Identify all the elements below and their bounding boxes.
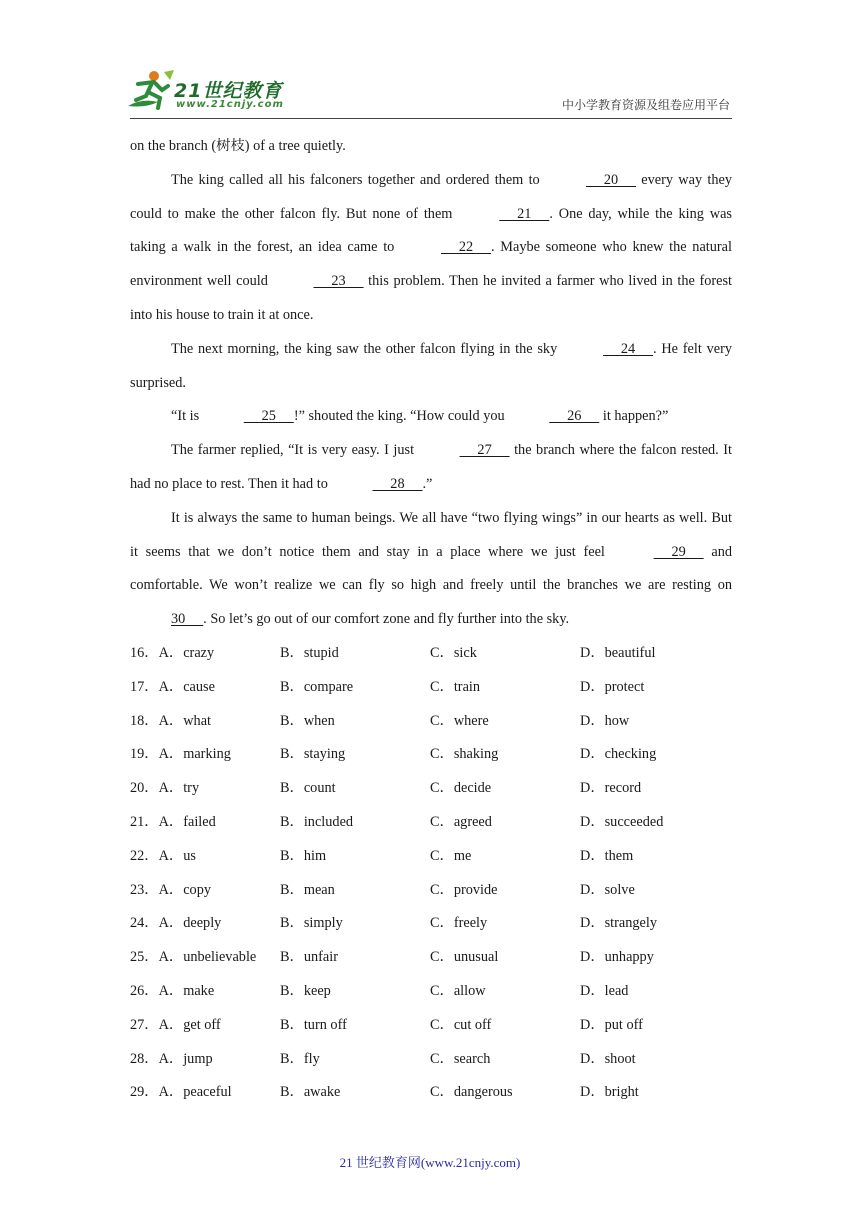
option-d[interactable]: D．record bbox=[580, 780, 642, 797]
passage-paragraph: The king called all his falconers together and ordered them to 20 every way they could to make the other falcon fly. But none of them 21 . One day, while the king was taking a walk in the forest, an idea came to 22 . Maybe someone who knew the natural environment well could 23 this problem. Then he invited a farmer who lived in the forest into his house to train it at once. bbox=[130, 164, 732, 333]
option-d[interactable]: D．how bbox=[580, 712, 630, 729]
option-c[interactable]: C．unusual bbox=[430, 949, 499, 966]
option-a[interactable]: 25．A．unbelievable bbox=[130, 949, 257, 966]
option-a[interactable]: 29．A．peaceful bbox=[130, 1084, 232, 1101]
option-a[interactable]: 23．A．copy bbox=[130, 881, 212, 898]
exam-content bbox=[130, 130, 732, 1110]
question-row bbox=[130, 738, 732, 772]
option-b[interactable]: B．count bbox=[280, 780, 336, 797]
option-b[interactable]: B．mean bbox=[280, 881, 335, 898]
option-d[interactable]: D．solve bbox=[580, 881, 635, 898]
option-d[interactable]: D．unhappy bbox=[580, 949, 654, 966]
option-b[interactable]: B．staying bbox=[280, 746, 346, 763]
option-b[interactable]: B．him bbox=[280, 847, 327, 864]
option-c[interactable]: C．sick bbox=[430, 644, 477, 661]
question-row bbox=[130, 772, 732, 806]
option-d[interactable]: D．lead bbox=[580, 982, 629, 999]
option-d[interactable]: D．shoot bbox=[580, 1050, 636, 1067]
option-b[interactable]: B．fly bbox=[280, 1050, 320, 1067]
question-row bbox=[130, 1043, 732, 1077]
passage-paragraph: “It is 25 !” shouted the king. “How could you 26 it happen?” bbox=[130, 400, 732, 434]
option-c[interactable]: C．provide bbox=[430, 881, 498, 898]
option-b[interactable]: B．compare bbox=[280, 678, 354, 695]
option-d[interactable]: D．bright bbox=[580, 1084, 639, 1101]
option-d[interactable]: D．protect bbox=[580, 678, 645, 695]
question-row bbox=[130, 637, 732, 671]
passage-paragraph: The farmer replied, “It is very easy. I just 27 the branch where the falcon rested. It had no place to rest. Then it had to 28 .” bbox=[130, 434, 732, 502]
option-b[interactable]: B．stupid bbox=[280, 644, 339, 661]
option-c[interactable]: C．freely bbox=[430, 915, 488, 932]
blank-number: 29 bbox=[653, 543, 704, 560]
runner-logo-icon bbox=[124, 68, 176, 114]
option-b[interactable]: B．keep bbox=[280, 982, 331, 999]
option-a[interactable]: 16．A．crazy bbox=[130, 644, 215, 661]
question-row bbox=[130, 874, 732, 908]
header-divider bbox=[130, 118, 732, 119]
blank-number: 26 bbox=[549, 408, 600, 425]
option-c[interactable]: C．cut off bbox=[430, 1016, 492, 1033]
option-a[interactable]: 27．A．get off bbox=[130, 1016, 221, 1033]
option-b[interactable]: B．awake bbox=[280, 1084, 341, 1101]
blank-number: 25 bbox=[243, 408, 294, 425]
logo-text: 21世纪教育 bbox=[174, 80, 283, 102]
question-row bbox=[130, 806, 732, 840]
logo-url: www.21cnjy.com bbox=[176, 99, 284, 110]
blank-number: 27 bbox=[459, 442, 510, 459]
option-c[interactable]: C．shaking bbox=[430, 746, 499, 763]
question-row bbox=[130, 1009, 732, 1043]
question-row bbox=[130, 1076, 732, 1110]
blank-number: 28 bbox=[372, 475, 423, 492]
option-a[interactable]: 28．A．jump bbox=[130, 1050, 213, 1067]
option-b[interactable]: B．included bbox=[280, 813, 354, 830]
option-a[interactable]: 24．A．deeply bbox=[130, 915, 222, 932]
option-c[interactable]: C．me bbox=[430, 847, 472, 864]
question-row bbox=[130, 941, 732, 975]
logo bbox=[124, 68, 294, 114]
blank-number: 30 bbox=[171, 611, 204, 628]
question-row bbox=[130, 975, 732, 1009]
option-a[interactable]: 19．A．marking bbox=[130, 746, 231, 763]
question-row bbox=[130, 671, 732, 705]
question-row bbox=[130, 907, 732, 941]
passage-paragraph: It is always the same to human beings. We all have “two flying wings” in our hearts as well. But it seems that we don’t notice them and stay in a place where we just feel 29 and comfortable. We won’t realize we can fly so high and freely until the branches we are resting on 30 . So let’s go out of our comfort zone and fly further into the sky. bbox=[130, 502, 732, 637]
option-d[interactable]: D．put off bbox=[580, 1016, 643, 1033]
option-b[interactable]: B．when bbox=[280, 712, 335, 729]
question-options bbox=[130, 637, 732, 1110]
blank-number: 23 bbox=[313, 273, 364, 290]
option-c[interactable]: C．where bbox=[430, 712, 489, 729]
option-c[interactable]: C．search bbox=[430, 1050, 491, 1067]
option-d[interactable]: D．checking bbox=[580, 746, 657, 763]
option-b[interactable]: B．simply bbox=[280, 915, 343, 932]
option-c[interactable]: C．allow bbox=[430, 982, 486, 999]
option-d[interactable]: D．them bbox=[580, 847, 634, 864]
option-a[interactable]: 18．A．what bbox=[130, 712, 212, 729]
option-a[interactable]: 22．A．us bbox=[130, 847, 196, 864]
option-d[interactable]: D．strangely bbox=[580, 915, 658, 932]
page-footer: 21 世纪教育网(www.21cnjy.com) bbox=[339, 1155, 521, 1170]
blank-number: 22 bbox=[441, 239, 492, 256]
passage-paragraph: The next morning, the king saw the other falcon flying in the sky 24 . He felt very surprised. bbox=[130, 333, 732, 401]
blank-number: 21 bbox=[499, 205, 550, 222]
option-b[interactable]: B．turn off bbox=[280, 1016, 347, 1033]
option-a[interactable]: 17．A．cause bbox=[130, 678, 215, 695]
cloze-passage bbox=[130, 130, 732, 637]
option-a[interactable]: 26．A．make bbox=[130, 982, 215, 999]
option-c[interactable]: C．decide bbox=[430, 780, 492, 797]
option-d[interactable]: D．succeeded bbox=[580, 813, 664, 830]
option-a[interactable]: 20．A．try bbox=[130, 780, 200, 797]
question-row bbox=[130, 840, 732, 874]
passage-paragraph: on the branch (树枝) of a tree quietly. bbox=[130, 138, 346, 154]
option-c[interactable]: C．agreed bbox=[430, 813, 492, 830]
option-d[interactable]: D．beautiful bbox=[580, 644, 656, 661]
platform-name: 中小学教育资源及组卷应用平台 bbox=[561, 98, 730, 112]
blank-number: 24 bbox=[602, 340, 654, 357]
option-c[interactable]: C．train bbox=[430, 678, 481, 695]
page-header bbox=[0, 0, 860, 125]
option-a[interactable]: 21．A．failed bbox=[130, 813, 216, 830]
question-row bbox=[130, 705, 732, 739]
option-c[interactable]: C．dangerous bbox=[430, 1084, 513, 1101]
blank-number: 20 bbox=[585, 171, 637, 188]
option-b[interactable]: B．unfair bbox=[280, 949, 338, 966]
